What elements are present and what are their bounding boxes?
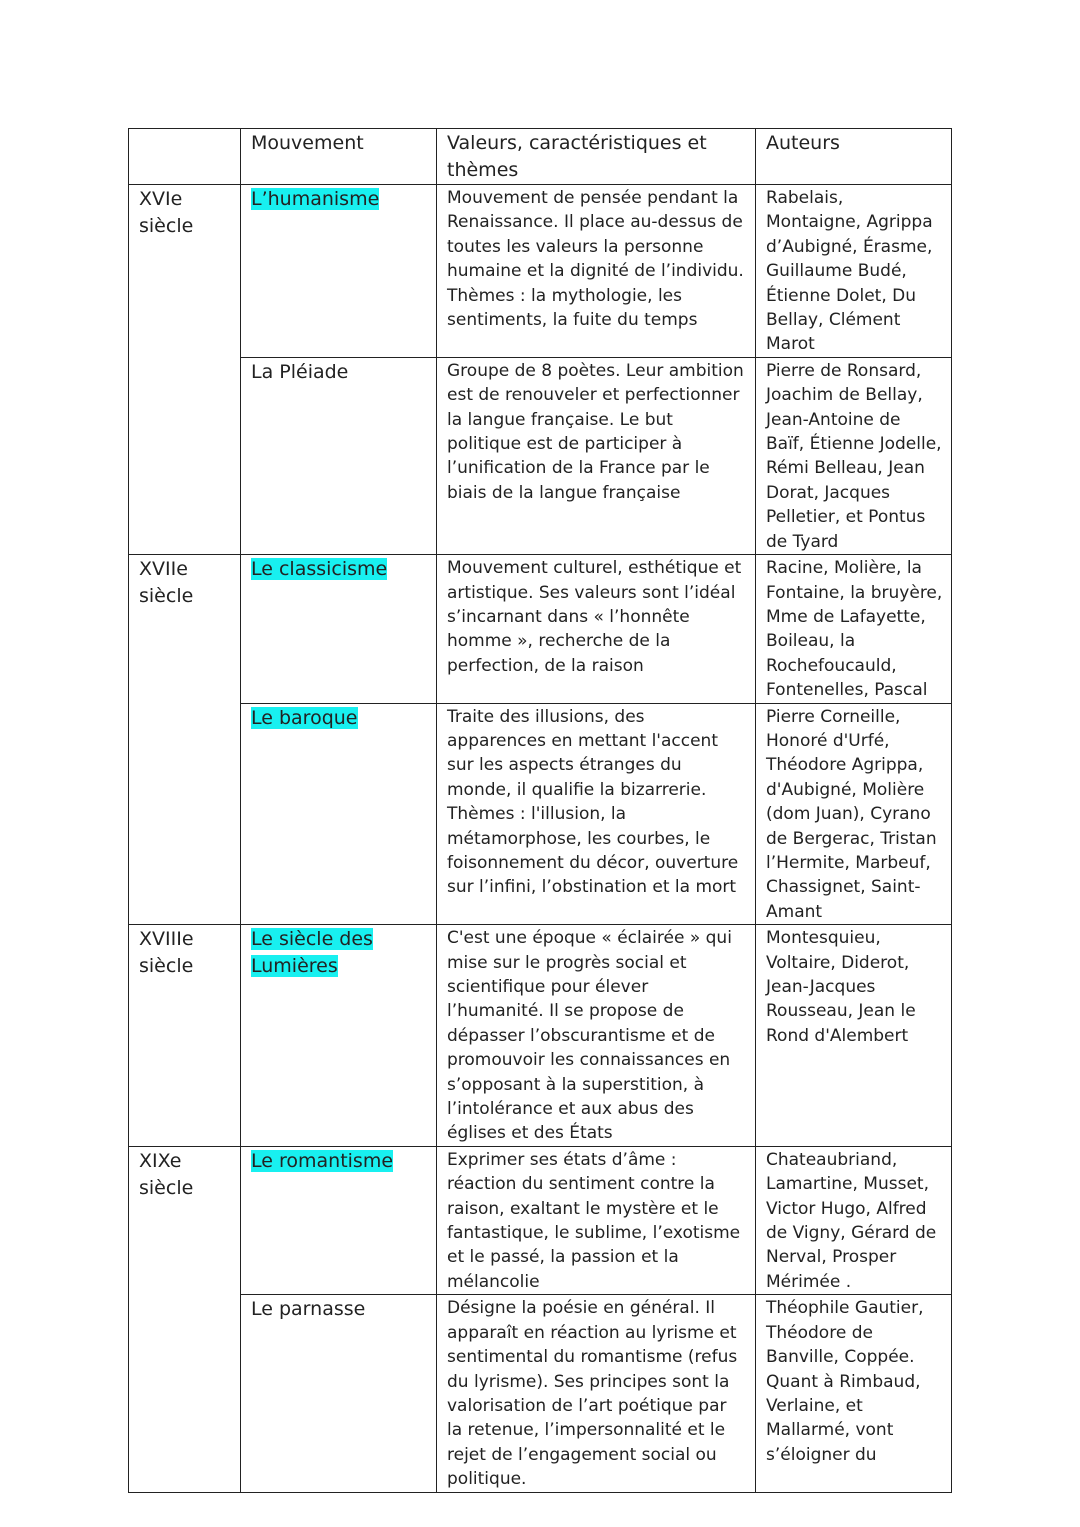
table-row [129,555,952,703]
century-cell-18 [129,925,241,1147]
table-row [129,185,952,358]
century-label: XVIIIe siècle [139,928,194,978]
header-empty-cell [129,129,241,185]
valeurs-cell: Groupe de 8 poètes. Leur ambition est de renouveler et perfectionner la langue française. Le but politique est de participer à l’unification de la France par le biais de la langue française [437,357,756,554]
mouvement-name: L’humanisme [251,188,380,210]
century-label: XIXe siècle [139,1149,194,1199]
header-row [129,129,952,185]
header-auteurs: Auteurs [756,129,952,185]
valeurs-cell [437,703,756,925]
century-label: XVIIe siècle [139,558,194,608]
mouvement-name: Le siècle des Lumières [251,928,373,978]
mouvement-cell [241,1295,437,1492]
mouvement-name: Le classicisme [251,558,388,581]
century-label: XVIe siècle [139,188,194,237]
mouvement-name: Le romantisme [251,1149,394,1172]
mouvement-name: Le parnasse [251,1298,366,1321]
mouvement-cell [241,357,437,554]
valeurs-cell: C'est une époque « éclairée » qui mise sur le progrès social et scientifique pour élever l’humanité. Il se propose de dépasser l’obscurantisme et de promouvoir les connaissances en s’opposant à la superstition, à l’intolérance et aux abus des églises et des États [437,925,756,1147]
auteurs-cell: Montesquieu, Voltaire, Diderot, Jean-Jacques Rousseau, Jean le Rond d'Alembert [756,925,952,1147]
auteurs-cell: Théophile Gautier, Théodore de Banville, Coppée. Quant à Rimbaud, Verlaine, et Mallarmé, vont s’éloigner du [756,1295,952,1492]
table-row [129,703,952,925]
table-row [129,1295,952,1492]
table-row [129,357,952,554]
mouvement-cell [241,925,437,1147]
mouvement-cell [241,555,437,703]
century-cell-19 [129,1146,241,1492]
literary-movements-table [128,128,952,1493]
mouvement-name: Le baroque [251,706,358,729]
century-cell-17 [129,555,241,925]
valeurs-themes: Thèmes : l'illusion, la métamorphose, les courbes, le foisonnement du décor, ouverture sur l’infini, l’obstination et la mort [447,804,739,898]
table-row [129,1146,952,1294]
valeurs-text: Traite des illusions, des apparences en mettant l'accent sur les aspects étranges du monde, il qualifie la bizarrerie. [447,706,718,800]
mouvement-cell [241,703,437,925]
mouvement-cell [241,1146,437,1294]
valeurs-cell: Exprimer ses états d’âme : réaction du sentiment contre la raison, exaltant le mystère et le fantastique, le sublime, l’exotisme et le passé, la passion et la mélancolie [437,1146,756,1294]
century-cell-16 [129,185,241,555]
auteurs-cell: Chateaubriand, Lamartine, Musset, Victor Hugo, Alfred de Vigny, Gérard de Nerval, Prosper Mérimée . [756,1146,952,1294]
table-row [129,925,952,1147]
valeurs-cell: Mouvement de pensée pendant la Renaissance. Il place au-dessus de toutes les valeurs la personne humaine et la dignité de l’individu. Thèmes : la mythologie, les sentiments, la fuite du temps [437,185,756,358]
header-mouvement: Mouvement [241,129,437,185]
mouvement-name: La Pléiade [251,360,349,383]
auteurs-cell: Racine, Molière, la Fontaine, la bruyère, Mme de Lafayette, Boileau, la Rochefoucauld, Fontenelles, Pascal [756,555,952,703]
auteurs-cell: Rabelais, Montaigne, Agrippa d’Aubigné, Érasme, Guillaume Budé, Étienne Dolet, Du Bellay, Clément Marot [756,185,952,358]
mouvement-cell [241,185,437,358]
auteurs-cell: Pierre de Ronsard, Joachim de Bellay, Jean-Antoine de Baïf, Étienne Jodelle, Rémi Belleau, Jean Dorat, Jacques Pelletier, et Pontus de Tyard [756,357,952,554]
valeurs-cell: Mouvement culturel, esthétique et artistique. Ses valeurs sont l’idéal s’incarnant dans « l’honnête homme », recherche de la perfection, de la raison [437,555,756,703]
valeurs-cell: Désigne la poésie en général. Il apparaît en réaction au lyrisme et sentimental du romantisme (refus du lyrisme). Ses principes sont la valorisation de l’art poétique par la retenue, l’impersonnalité et le rejet de l’engagement social ou politique. [437,1295,756,1492]
auteurs-cell: Pierre Corneille, Honoré d'Urfé, Théodore Agrippa, d'Aubigné, Molière (dom Juan), Cyrano de Bergerac, Tristan l’Hermite, Marbeuf, Chassignet, Saint-Amant [756,703,952,925]
header-valeurs: Valeurs, caractéristiques et thèmes [437,129,756,185]
